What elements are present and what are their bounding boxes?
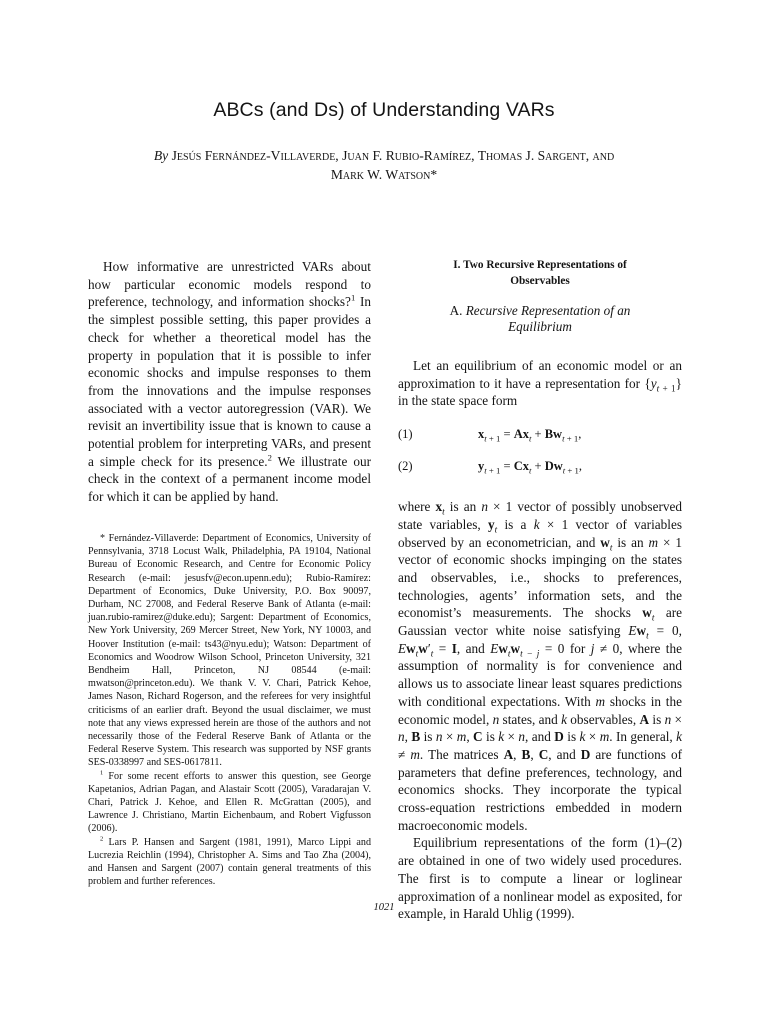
footnote-1-text: For some recent efforts to answer this question, see George Kapetanios, Adrian Pagan, and Alastair Scott (2005), Varadarajan V. Chari, Patrick J. Kehoe, and Ellen R. McGrattan (2005), and Lawrence J. Christiano, Martin Eichenbaum, and Robert Vigfusson (2006). bbox=[88, 770, 371, 835]
footnote-2-text: Lars P. Hansen and Sargent (1981, 1991), Marco Lippi and Lucrezia Reichlin (1994), Christopher A. Sims and Tao Zha (2004), and Hansen and Sargent (2007) contain general treatments of this problem and further references. bbox=[88, 836, 371, 888]
equation-2-body: $y_{t + 1} = Cx_t + Dw_{t + 1}$, bbox=[478, 458, 583, 476]
section-heading: I. Two Recursive Representations of Observables bbox=[453, 259, 627, 287]
footnote-block bbox=[88, 532, 371, 888]
right-column bbox=[398, 258, 682, 923]
author-line-2: Mark W. Watson* bbox=[330, 167, 438, 182]
abstract-text-2: In the simplest possible setting, this paper provides a check for whether a theoretical model has the property in population that it is possible to infer economic shocks and impulse responses to them from the innovations and the impulse responses associated with a vector autoregression (VAR). We revisit an invertibility issue that is known to cause a potential problem for interpreting VARs, and present a simple check for its presence. bbox=[88, 294, 371, 469]
page-number: 1021 bbox=[373, 902, 395, 913]
subsection-label: A. bbox=[449, 303, 463, 318]
derivation-paragraph: Equilibrium representations of the form (1)–(2) are obtained in one of two widely used procedures. The first is to compute a linear or loglinear approximation of a nonlinear model as exposited, for example, in Harald Uhlig (1999). bbox=[398, 835, 682, 922]
footnote-2 bbox=[88, 836, 371, 889]
footnote-ref-1: 1 bbox=[350, 293, 356, 303]
abstract-text-3: We illustrate our check in the context of a permanent income model for which it can be applied by hand. bbox=[88, 453, 371, 505]
footnote-star: * Fernández-Villaverde: Department of Economics, University of Pennsylvania, 3718 Locust Walk, Philadelphia, PA 19104, National Bureau of Economic Research, and Centre for Economic Policy Research (e-mail: jesusfv@econ.upenn.edu); Rubio-Ramírez: Department of Economics, Duke University, P.O. Box 90097, Durham, NC 27008, and Federal Reserve Bank of Atlanta (e-mail: juan.rubio-ramirez@duke.edu); Sargent: Department of Economics, New York University, 269 Mercer Street, New York, NY 10003, and Hoover Institution (e-mail: ts43@nyu.edu); Watson: Department of Economics and Woodrow Wilson School, Princeton University, 321 Bendheim Hall, Princeton, NJ 08544 (e-mail: mwatson@princeton.edu). We thank V. V. Chari, Patrick Kehoe, James Nason, Richard Rogerson, and the referees for very insightful criticisms of an earlier draft. Beyond the usual disclaimer, we must note that any views expressed herein are those of the authors and not necessarily those of the Federal Reserve Bank of Atlanta or the Federal Reserve System. This research was supported by NSF grants SES-0338997 and SES-0617811. bbox=[88, 533, 371, 769]
footnote-ref-2: 2 bbox=[267, 452, 272, 463]
left-column bbox=[88, 258, 371, 506]
subsection-title: Recursive Representation of an Equilibrium bbox=[465, 303, 631, 334]
abstract-text-1: How informative are unrestricted VARs about how particular economic models respond to preference, technology, and information shocks? bbox=[88, 259, 371, 310]
author-line-1: Jesús Fernández-Villaverde, Juan F. Rubio-Ramírez, Thomas J. Sargent, and bbox=[171, 148, 615, 163]
abstract-paragraph bbox=[88, 258, 371, 506]
footnote-2-mark: 2 bbox=[100, 835, 104, 843]
author-by: By bbox=[153, 148, 169, 163]
definitions-paragraph: where $x_t$ is an n × 1 vector of possibly unobserved state variables, $y_t$ is a k × 1 vector of variables observed by an econometrician, and $w_t$ is an m × 1 vector of economic shocks impinging on the states and observables, i.e., shocks to preferences, technologies, agents’ information sets, and the economist’s measurements. The shocks $w_t$ are Gaussian vector white noise satisfying $Ew_t = 0$, $Ew_tw'_t = I$, and $Ew_tw_{t - j} = 0$ for j ≠ 0, where the assumption of normality is for convenience and allows us to associate linear least squares predictions with conditional expectations. With m shocks in the economic model, n states, and k observables, A is n × n, B is n × m, C is k × n, and D is k × m. In general, k ≠ m. The matrices A, B, C, and D are functions of parameters that define preferences, technology, and economics shocks. They incorporate the typical cross-equation restrictions embedded in modern macroeconomic models. bbox=[398, 499, 683, 833]
footnote-1 bbox=[88, 770, 371, 836]
intro-paragraph: Let an equilibrium of an economic model or an approximation to it have a representation for $\{y_{t + 1}\}$ in the state space form bbox=[398, 358, 682, 409]
equation-1-number: (1) bbox=[398, 426, 413, 441]
subsection-heading bbox=[398, 303, 682, 335]
equation-2-number: (2) bbox=[398, 458, 413, 473]
paper-title: ABCs (and Ds) of Understanding VARs bbox=[213, 99, 555, 121]
author-list bbox=[96, 146, 672, 184]
equation-1 bbox=[398, 418, 682, 450]
equation-2 bbox=[398, 450, 682, 482]
equation-1-body: $x_{t + 1} = Ax_t + Bw_{t + 1}$, bbox=[478, 426, 582, 444]
footnote-1-mark: 1 bbox=[100, 769, 104, 777]
